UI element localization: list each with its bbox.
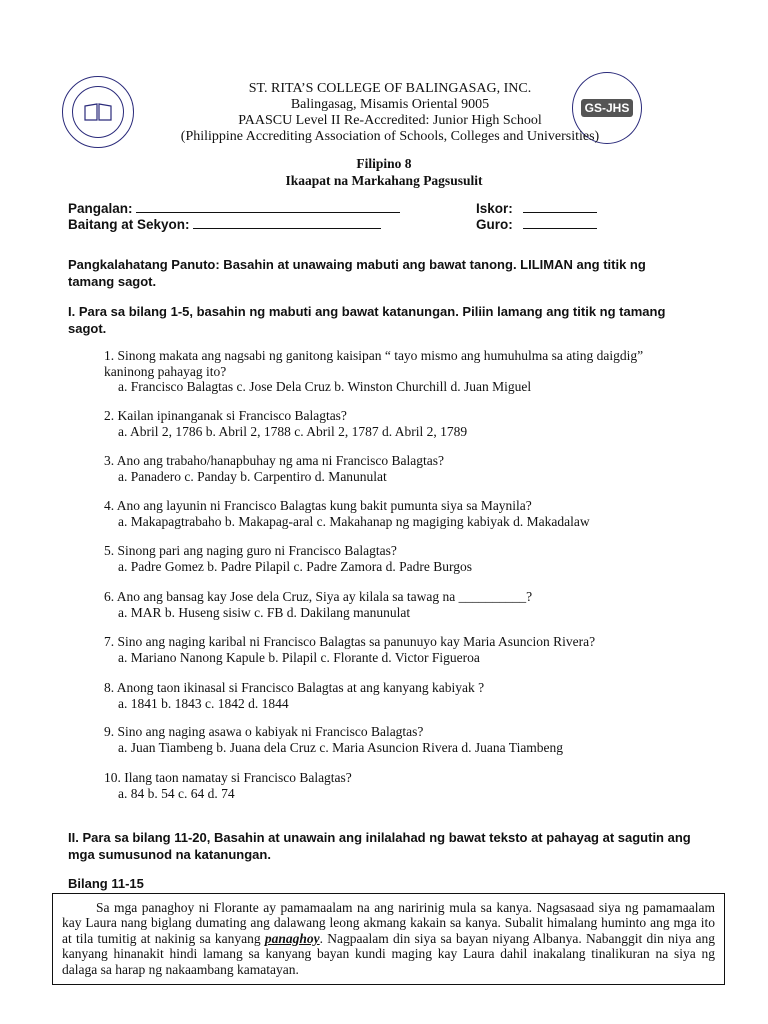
question-text: 9. Sino ang naging asawa o kabiyak ni Francisco Balagtas? (104, 724, 424, 739)
question-choices[interactable]: a. Juan Tiambeng b. Juana dela Cruz c. Maria Asuncion Rivera d. Juana Tiambeng (118, 739, 564, 755)
score-label: Iskor: (476, 201, 513, 216)
question-text: 5. Sinong pari ang naging guro ni Francisco Balagtas? (104, 543, 397, 558)
score-field[interactable] (476, 200, 597, 216)
accreditation-line: PAASCU Level II Re-Accredited: Junior High School (238, 113, 542, 128)
question-text: 8. Anong taon ikinasal si Francisco Balagtas at ang kanyang kabiyak ? (104, 680, 485, 695)
part2-instructions: II. Para sa bilang 11-20, Basahin at unawain ang inilalahad ng bawat teksto at pahayag at sagutin ang mga sumusunod na katanungan. (68, 830, 691, 862)
question-choices[interactable]: a. Panadero c. Panday b. Carpentiro d. Manunulat (118, 468, 387, 484)
passage-text-after: . Nagpaalam din siya sa bayan niyang Albanya. Nabanggit din niya ang kanyang hinanakit hindi lamang sa kanyang bayan kundi maging kay Laura dahil inakalang tinalikuran na siya ng dalaga sa harap ng nakaambang kamatayan. (62, 930, 715, 977)
section-field[interactable] (68, 216, 381, 232)
question-5 (104, 543, 664, 574)
question-text: 4. Ano ang layunin ni Francisco Balagtas kung bakit pumunta siya sa Maynila? (104, 498, 532, 513)
name-label: Pangalan: (68, 201, 133, 216)
teacher-field[interactable] (476, 216, 597, 232)
question-choices[interactable]: a. 1841 b. 1843 c. 1842 d. 1844 (118, 695, 289, 711)
question-text: 10. Ilang taon namatay si Francisco Balagtas? (104, 770, 352, 785)
passage-emphasis: panaghoy (264, 930, 320, 946)
section-blank[interactable] (193, 216, 381, 229)
question-3 (104, 453, 664, 484)
question-text: 7. Sino ang naging karibal ni Francisco Balagtas sa panunuyo kay Maria Asuncion Rivera? (104, 634, 596, 649)
teacher-blank[interactable] (523, 216, 597, 229)
exam-title: Ikaapat na Markahang Pagsusulit (285, 173, 483, 188)
section-label: Baitang at Sekyon: (68, 217, 190, 232)
question-4 (104, 498, 664, 529)
question-10 (104, 770, 664, 801)
question-6 (104, 589, 664, 620)
question-choices[interactable]: a. 84 b. 54 c. 64 d. 74 (118, 785, 235, 801)
school-address: Balingasag, Misamis Oriental 9005 (290, 97, 490, 112)
passage-box (52, 893, 725, 985)
question-choices[interactable]: a. Mariano Nanong Kapule b. Pilapil c. Florante d. Victor Figueroa (118, 649, 480, 665)
passage-text-before: Sa mga panaghoy ni Florante ay pamamaalam na ang naririnig mula sa kanya. Nagsasaad siya ng pamamaalam kay Laura nang biglang dumating ang dalawang leong akmang kakain sa kanya. Subalit himalang huminto ang mga ito at tila tumitig at nakinig sa kanyang (62, 900, 715, 946)
school-name: ST. RITA’S COLLEGE OF BALINGASAG, INC. (248, 81, 532, 96)
question-9 (104, 724, 664, 755)
general-instructions: Pangkalahatang Panuto: Basahin at unawaing mabuti ang bawat tanong. LILIMAN ang titik ng tamang sagot. (68, 257, 646, 289)
score-blank[interactable] (523, 200, 597, 213)
question-text: 2. Kailan ipinanganak si Francisco Balagtas? (104, 408, 347, 423)
gs-jhs-label: GS-JHS (581, 99, 634, 117)
part1-instructions: I. Para sa bilang 1-5, basahin ng mabuti ang bawat katanungan. Piliin lamang ang titik ng tamang sagot. (68, 304, 666, 336)
question-choices[interactable]: a. MAR b. Huseng sisiw c. FB d. Dakilang manunulat (118, 604, 411, 620)
question-choices[interactable]: a. Makapagtrabaho b. Makapag-aral c. Makahanap ng magiging kabiyak d. Makadalaw (118, 513, 590, 529)
question-8 (104, 680, 664, 711)
name-field[interactable] (68, 200, 400, 216)
question-text: 3. Ano ang trabaho/hanapbuhay ng ama ni Francisco Balagtas? (104, 453, 445, 468)
question-text: 1. Sinong makata ang nagsabi ng ganitong kaisipan “ tayo mismo ang humuhulma sa ating daigdig” kaninong pahayag ito? (104, 348, 644, 379)
name-blank[interactable] (136, 200, 400, 213)
question-choices[interactable]: a. Abril 2, 1786 b. Abril 2, 1788 c. Abril 2, 1787 d. Abril 2, 1789 (118, 423, 468, 439)
question-choices[interactable]: a. Francisco Balagtas c. Jose Dela Cruz b. Winston Churchill d. Juan Miguel (118, 379, 532, 394)
teacher-label: Guro: (476, 217, 513, 232)
question-text: 6. Ano ang bansag kay Jose dela Cruz, Siya ay kilala sa tawag na __________? (104, 589, 533, 604)
exam-subject: Filipino 8 (356, 156, 412, 171)
passage-number-label: Bilang 11-15 (68, 876, 144, 891)
paascu-full-name: (Philippine Accrediting Association of Schools, Colleges and Universities) (180, 129, 600, 144)
question-1 (104, 348, 664, 395)
question-choices[interactable]: a. Padre Gomez b. Padre Pilapil c. Padre Zamora d. Padre Burgos (118, 558, 473, 574)
question-2 (104, 408, 664, 439)
question-7 (104, 634, 664, 665)
